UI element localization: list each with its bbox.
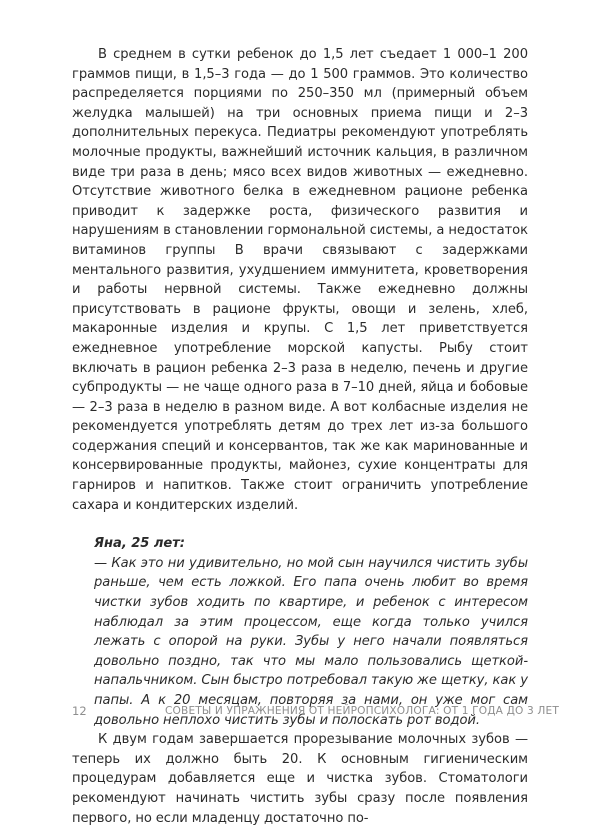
testimonial-block: [72, 534, 559, 730]
testimonial-author: Яна, 25 лет:: [94, 536, 185, 552]
testimonial-text: — Как это ни удивительно, но мой сын научился чистить зубы раньше, чем есть ложкой. Его папа очень любит во время чистки зубов ходить по квартире, и ребенок с интересом наблюдал за этим процессом, еще когда только учился лежать с опорой на руки. Зубы у него начали появляться довольно поздно, так что мы мало пользовались щеткой-напальчником. Сын быстро потребовал такую же щетку, как у папы. А к 20 месяцам, повторяя за нами, он уже мог сам довольно неплохо чистить зубы и полоскать рот водой.: [94, 555, 528, 728]
paragraph-nutrition: В среднем в сутки ребенок до 1,5 лет съедает 1 000–1 200 граммов пищи, в 1,5–3 года — до 1 500 граммов. Это количество распределяется порциями по 250–350 мл (примерный объем желудка малышей) на три основных приема пищи и 2–3 дополнительных перекуса. Педиатры рекомендуют употреблять молочные продукты, важнейший источник кальция, в различном виде три раза в день; мясо всех видов животных — ежедневно. Отсутствие животного белка в ежедневном рационе ребенка приводит к задержке роста, физического развития и нарушениям в становлении гормональной системы, а недостаток витаминов группы В врачи связывают с задержками ментального развития, ухудшением иммунитета, кроветворения и работы нервной системы. Также ежедневно должны присутствовать в рационе фрукты, овощи и зелень, хлеб, макаронные изделия и крупы. С 1,5 лет приветствуется ежедневное употребление морской капусты. Рыбу стоит включать в рацион ребенка 2–3 раза в неделю, печень и другие субпродукты — не чаще одного раза в 7–10 дней, яйца и бобовые — 2–3 раза в неделю в разном виде. А вот колбасные изделия не рекомендуется употреблять детям до трех лет из-за большого содержания специй и консервантов, так же как маринованные и консервированные продукты, майонез, сухие концентраты для гарниров и напитков. Также стоит ограничить употребление сахара и кондитерских изделий.: [72, 47, 528, 513]
paragraph-teeth: К двум годам завершается прорезывание молочных зубов — теперь их должно быть 20. К основным гигиеническим процедурам добавляется еще и чистка зубов. Стоматологи рекомендуют начинать чистить зубы сразу после появления первого, но если младенцу достаточно по-: [72, 732, 528, 826]
page-number: 12: [72, 704, 87, 718]
running-head-title: СОВЕТЫ И УПРАЖНЕНИЯ ОТ НЕЙРОПСИХОЛОГА: ОТ 1 ГОДА ДО 3 ЛЕТ: [165, 705, 559, 717]
page-footer: [0, 703, 600, 727]
